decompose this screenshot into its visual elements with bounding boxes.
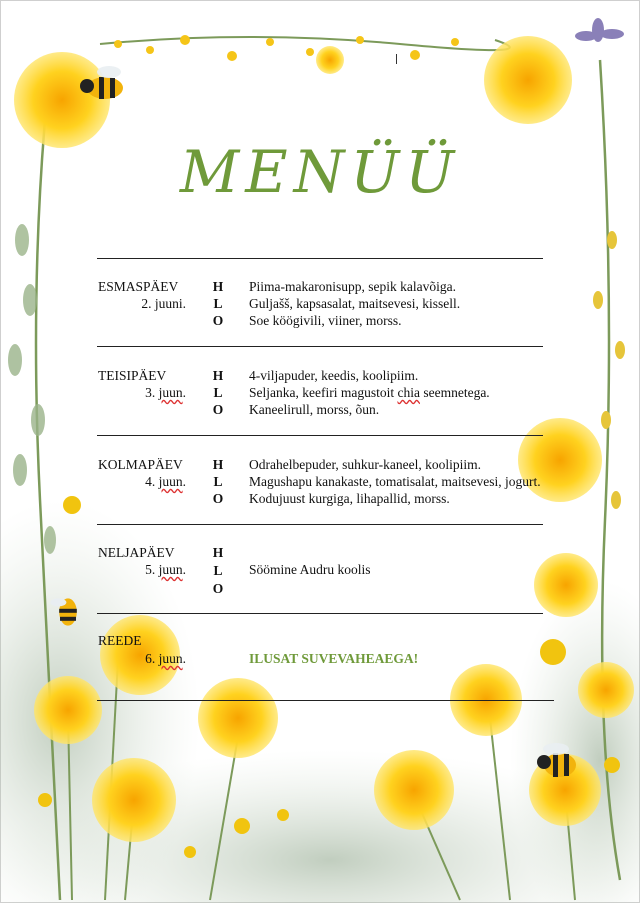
dish: Seljanka, keefiri magustoit chia seemnetega.: [249, 385, 490, 400]
text-cursor: [396, 54, 397, 64]
dish: Odrahelbepuder, suhkur-kaneel, koolipiim.: [249, 457, 481, 472]
dish: Piima-makaronisupp, sepik kalavõiga.: [249, 279, 456, 294]
day-name: REEDE: [98, 633, 142, 648]
bud-right: [540, 639, 566, 665]
meal-code: L: [213, 296, 223, 311]
meal-code: H: [212, 457, 224, 472]
flower-bottom-5: [374, 750, 454, 830]
dish: Guljašš, kapsasalat, maitsevesi, kissell.: [249, 296, 461, 311]
dish: Söömine Audru koolis: [249, 562, 371, 577]
day-date: 3. juun.: [145, 385, 186, 400]
meal-code: O: [212, 313, 224, 328]
dish: Kodujuust kurgiga, lihapallid, morss.: [249, 491, 450, 506]
day-date: 2. juuni.: [141, 296, 186, 311]
holiday-greeting: ILUSAT SUVEVAHEAEGA!: [249, 651, 419, 666]
meal-code: H: [212, 279, 224, 294]
flower-right-low: [534, 553, 598, 617]
meal-code: L: [213, 474, 223, 489]
meal-code: O: [212, 402, 224, 417]
dish: Magushapu kanakaste, tomatisalat, maitsevesi, jogurt.: [249, 474, 541, 489]
day-date: 6. juun.: [145, 651, 186, 666]
divider: [97, 258, 543, 259]
dish: Kaneelirull, morss, õun.: [249, 402, 380, 417]
meal-code: H: [212, 368, 224, 383]
divider: [97, 700, 554, 701]
flower-right-edge: [578, 662, 634, 718]
flower-bottom-4: [92, 758, 176, 842]
day-name: ESMASPÄEV: [98, 279, 179, 294]
dish: Soe köögivili, viiner, morss.: [249, 313, 402, 328]
meal-code: O: [212, 581, 224, 596]
meal-code: H: [212, 545, 224, 560]
flower-bottom-3: [198, 678, 278, 758]
flower-bottom-2: [34, 676, 102, 744]
top-vine: [100, 37, 510, 50]
meal-code: O: [212, 491, 224, 506]
meal-code: L: [213, 385, 223, 400]
divider: [97, 435, 543, 436]
flower-top-left: [14, 52, 110, 148]
meal-code: L: [213, 563, 223, 578]
day-date: 5. juun.: [145, 562, 186, 577]
divider: [97, 346, 543, 347]
mist-right: [510, 580, 640, 903]
flower-top-right: [484, 36, 572, 124]
divider: [97, 524, 543, 525]
divider: [97, 613, 543, 614]
page-title: MENÜÜ: [179, 138, 461, 206]
day-name: KOLMAPÄEV: [98, 457, 183, 472]
lavender-flower: [575, 18, 624, 42]
top-flower: [316, 46, 344, 74]
day-date: 4. juun.: [145, 474, 186, 489]
day-name: NELJAPÄEV: [98, 545, 175, 560]
dish: 4-viljapuder, keedis, koolipiim.: [249, 368, 419, 383]
day-name: TEISIPÄEV: [98, 368, 167, 383]
